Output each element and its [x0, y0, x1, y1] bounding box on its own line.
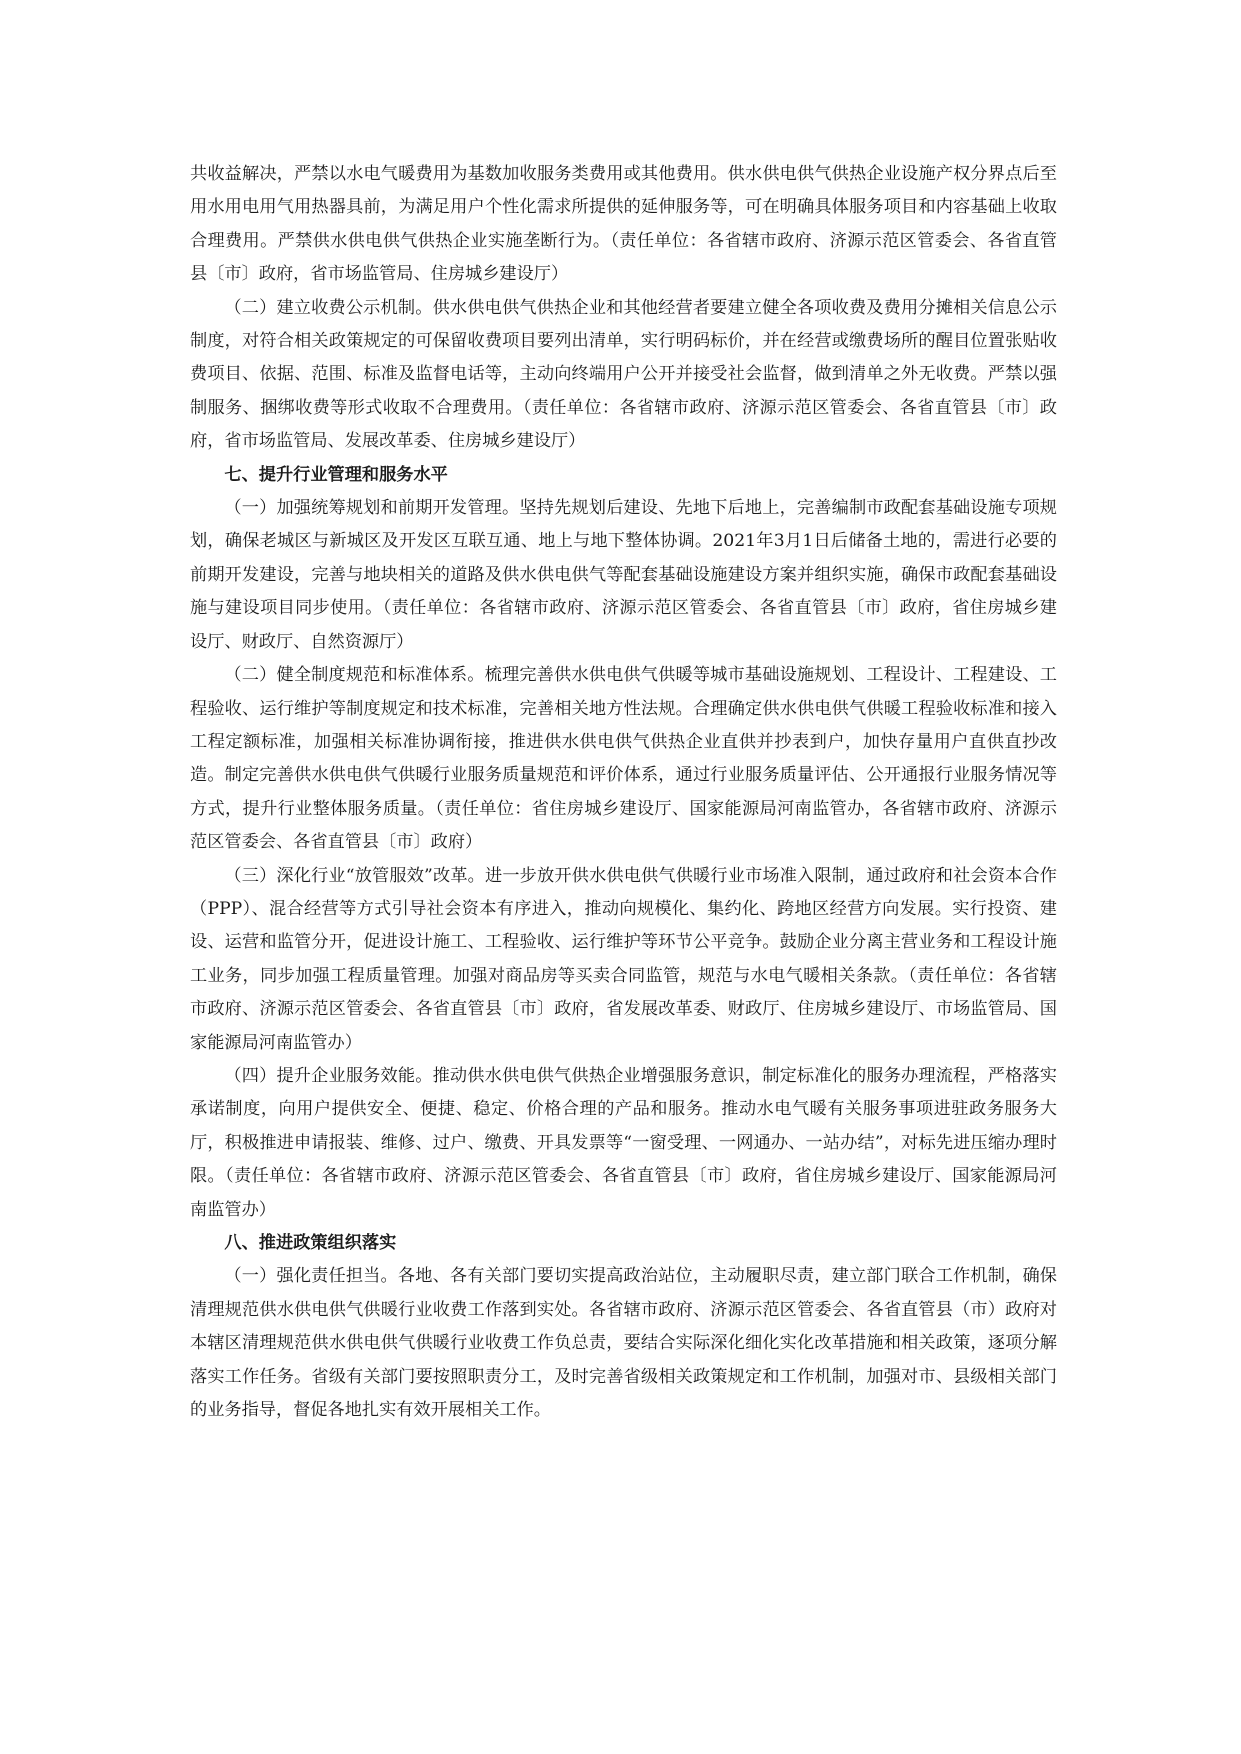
paragraph-responsibility: （一）强化责任担当。各地、各有关部门要切实提高政治站位，主动履职尽责，建立部门联合工作机制，确保清理规范供水供电供气供暖行业收费工作落到实处。各省辖市政府、济源示范区管委会、各省直管县（市）政府对本辖区清理规范供水供电供气供暖行业收费工作负总责，要结合实际深化细化实化改革措施和相关政策，逐项分解落实工作任务。省级有关部门要按照职责分工，及时完善省级相关政策规定和工作机制，加强对市、县级相关部门的业务指导，督促各地扎实有效开展相关工作。	[190, 1266, 1057, 1421]
paragraph-service-efficiency: （四）提升企业服务效能。推动供水供电供气供热企业增强服务意识，制定标准化的服务办理流程，严格落实承诺制度，向用户提供安全、便捷、稳定、价格合理的产品和服务。推动水电气暖有关服务事项进驻政务服务大厅，积极推进申请报装、维修、过户、缴费、开具发票等“一窗受理、一网通办、一站办结”，对标先进压缩办理时限。（责任单位：各省辖市政府、济源示范区管委会、各省直管县〔市〕政府，省住房城乡建设厅、国家能源局河南监管办）	[190, 1065, 1057, 1220]
paragraph-reform: （三）深化行业“放管服效”改革。进一步放开供水供电供气供暖行业市场准入限制，通过政府和社会资本合作（PPP）、混合经营等方式引导社会资本有序进入，推动向规模化、集约化、跨地区经营方向发展。实行投资、建设、运营和监管分开，促进设计施工、工程验收、运行维护等环节公平竞争。鼓励企业分离主营业务和工程设计施工业务，同步加强工程质量管理。加强对商品房等买卖合同监管，规范与水电气暖相关条款。（责任单位：各省辖市政府、济源示范区管委会、各省直管县〔市〕政府，省发展改革委、财政厅、住房城乡建设厅、市场监管局、国家能源局河南监管办）	[190, 865, 1057, 1053]
paragraph-standards: （二）健全制度规范和标准体系。梳理完善供水供电供气供暖等城市基础设施规划、工程设计、工程建设、工程验收、运行维护等制度规定和技术标准，完善相关地方性法规。合理确定供水供电供气供暖工程验收标准和接入工程定额标准，加强相关标准协调衔接，推进供水供电供气供热企业直供并抄表到户，加快存量用户直供直抄改造。制定完善供水供电供气供暖行业服务质量规范和评价体系，通过行业服务质量评估、公开通报行业服务情况等方式，提升行业整体服务质量。（责任单位：省住房城乡建设厅、国家能源局河南监管办，各省辖市政府、济源示范区管委会、各省直管县〔市〕政府）	[190, 665, 1057, 853]
paragraph-fee-continuation: 共收益解决，严禁以水电气暖费用为基数加收服务类费用或其他费用。供水供电供气供热企业设施产权分界点后至用水用电用气用热器具前，为满足用户个性化需求所提供的延伸服务等，可在明确具体服务项目和内容基础上收取合理费用。严禁供水供电供气供热企业实施垄断行为。（责任单位：各省辖市政府、济源示范区管委会、各省直管县〔市〕政府，省市场监管局、住房城乡建设厅）	[190, 164, 1057, 285]
paragraph-planning: （一）加强统筹规划和前期开发管理。坚持先规划后建设、先地下后地上，完善编制市政配套基础设施专项规划，确保老城区与新城区及开发区互联互通、地上与地下整体协调。2021年3月1日后储备土地的，需进行必要的前期开发建设，完善与地块相关的道路及供水供电供气等配套基础设施建设方案并组织实施，确保市政配套基础设施与建设项目同步使用。（责任单位：各省辖市政府、济源示范区管委会、各省直管县〔市〕政府，省住房城乡建设厅、财政厅、自然资源厅）	[190, 498, 1057, 652]
document-page	[190, 158, 1057, 1427]
section-heading-7: 七、提升行业管理和服务水平	[224, 464, 448, 485]
paragraph-fee-disclosure: （二）建立收费公示机制。供水供电供气供热企业和其他经营者要建立健全各项收费及费用分摊相关信息公示制度，对符合相关政策规定的可保留收费项目要列出清单，实行明码标价，并在经营或缴费场所的醒目位置张贴收费项目、依据、范围、标准及监督电话等，主动向终端用户公开并接受社会监督，做到清单之外无收费。严禁以强制服务、捆绑收费等形式收取不合理费用。（责任单位：各省辖市政府、济源示范区管委会、各省直管县〔市〕政府，省市场监管局、发展改革委、住房城乡建设厅）	[190, 297, 1057, 452]
section-heading-8: 八、推进政策组织落实	[224, 1233, 397, 1253]
